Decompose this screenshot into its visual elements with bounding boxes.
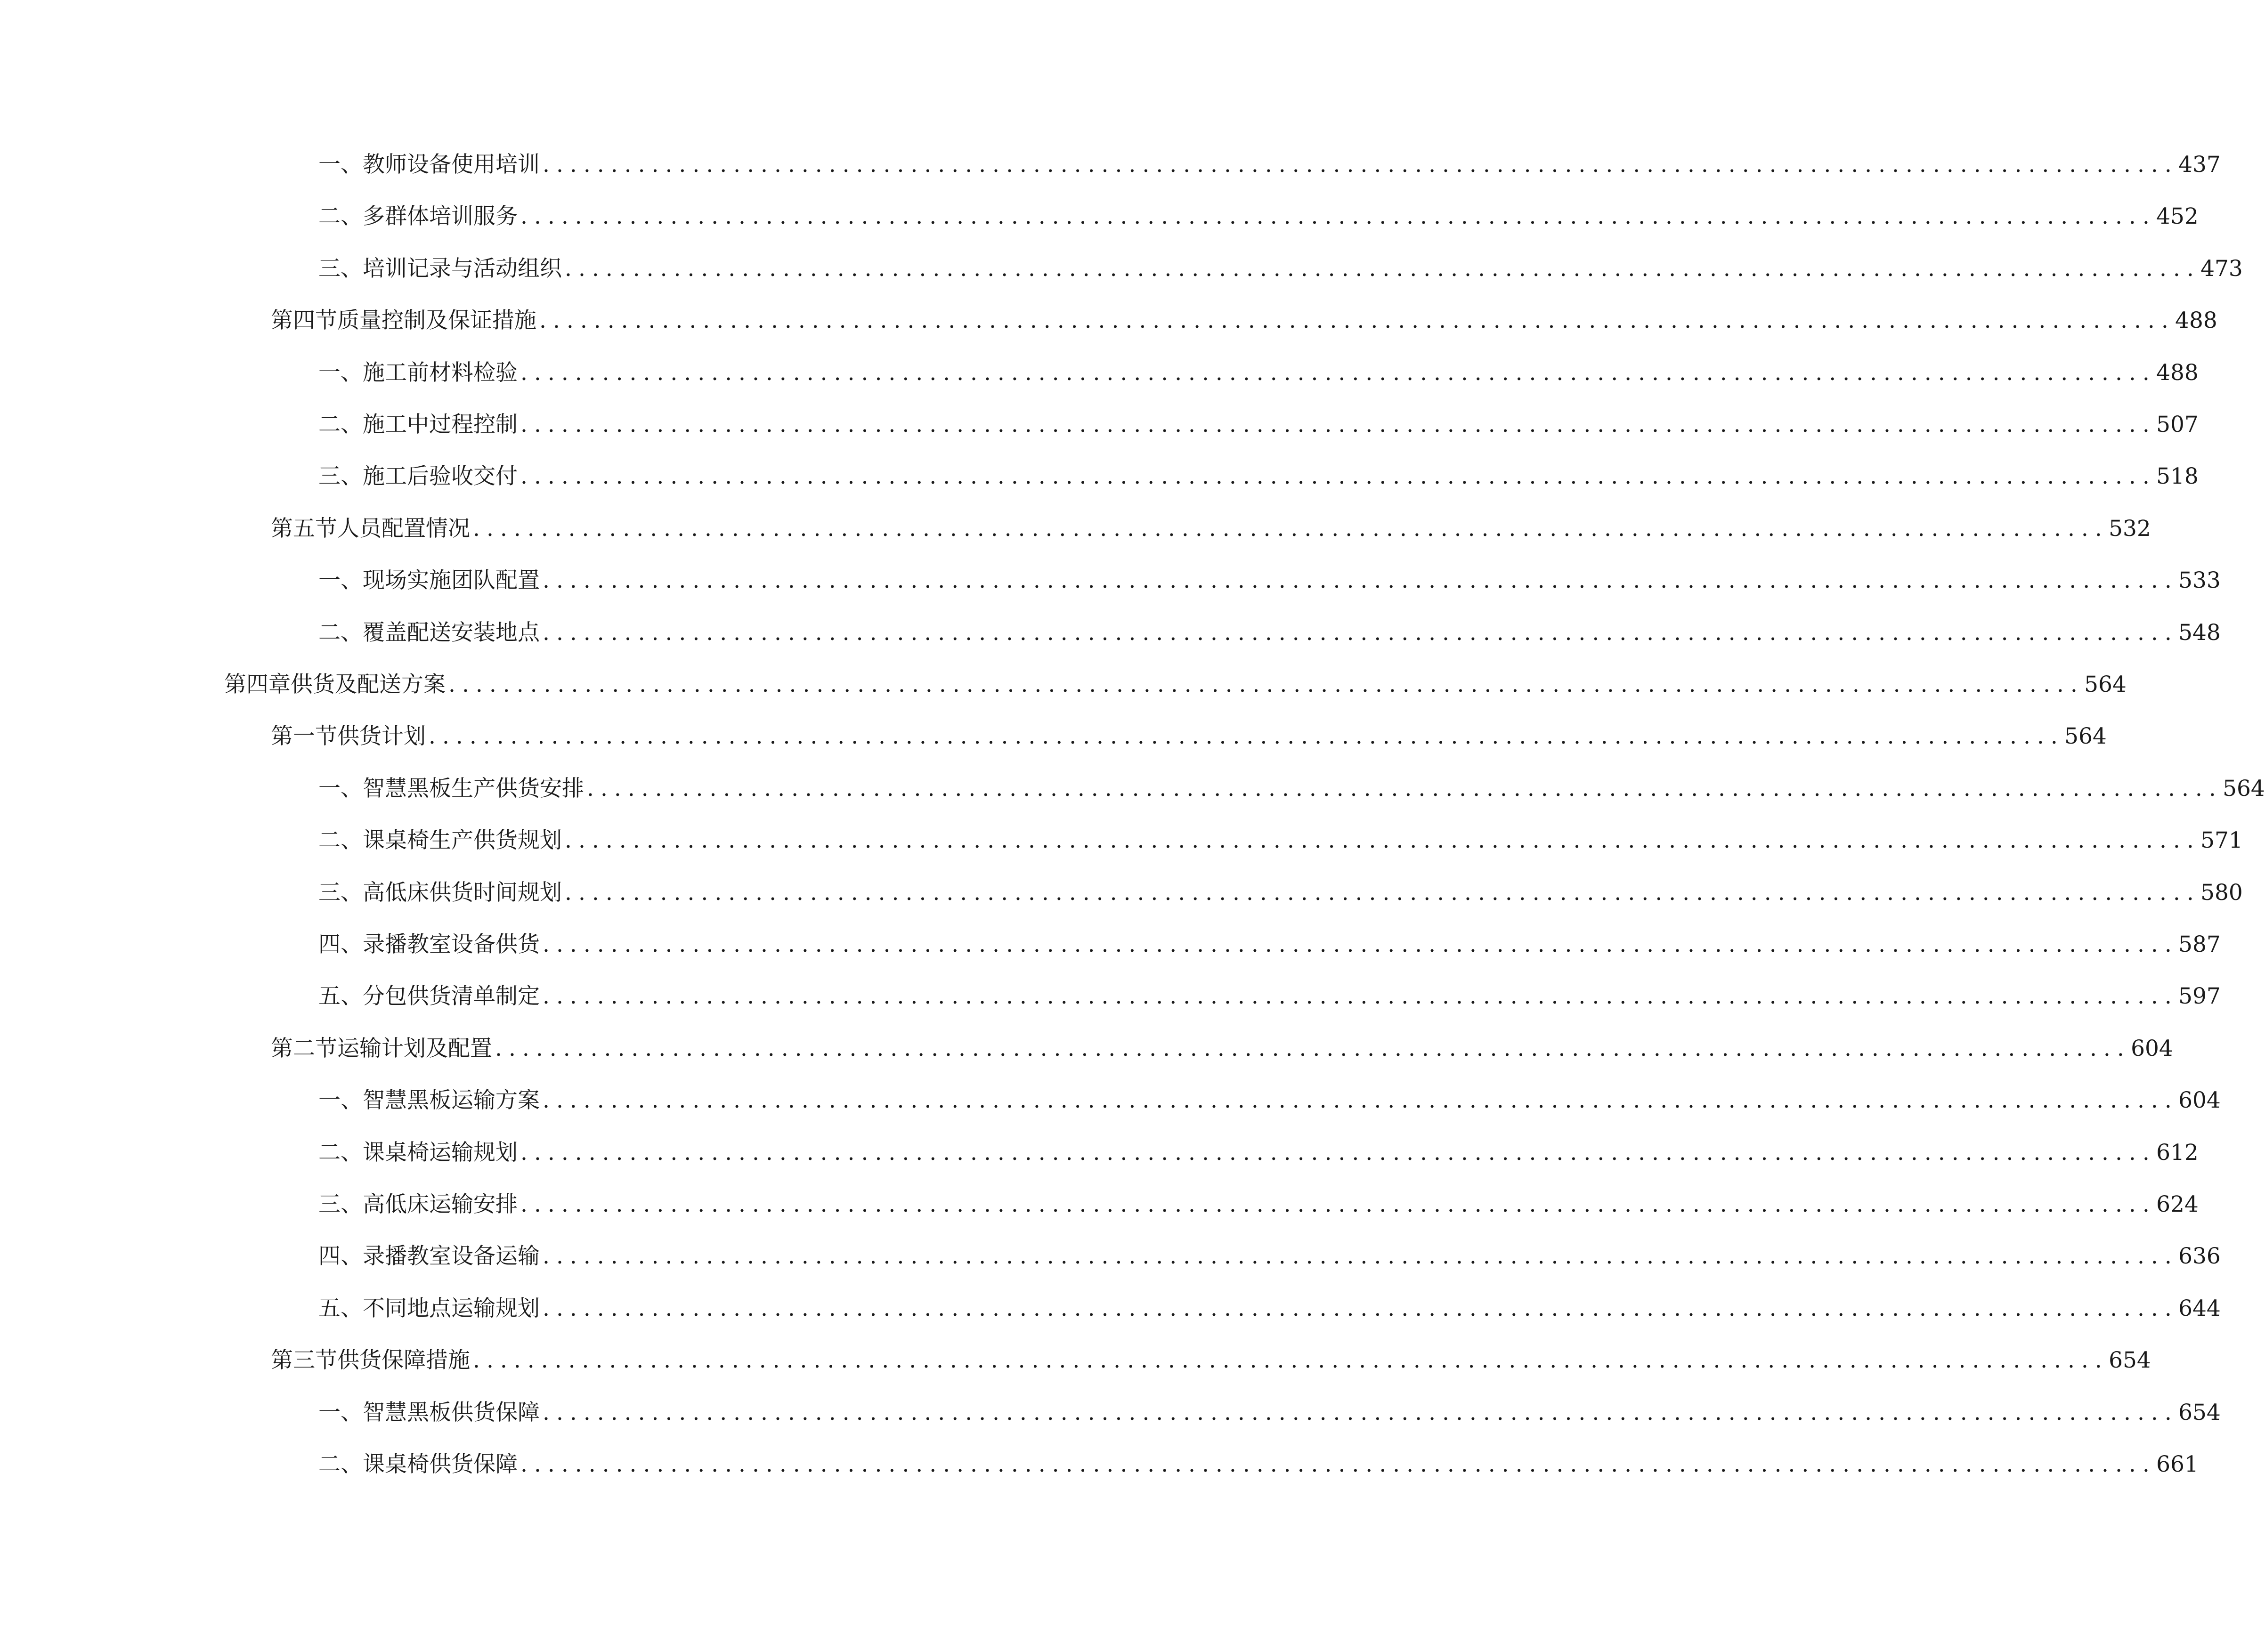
toc-entry-item[interactable]: [318, 198, 2199, 235]
toc-entry-section[interactable]: [271, 1342, 2151, 1379]
toc-entry-title: 多群体培训服务: [363, 203, 518, 230]
toc-entry-section[interactable]: [271, 1030, 2173, 1068]
toc-entry-page-number: 644: [2178, 1295, 2221, 1321]
toc-entry-number: 一、: [318, 775, 363, 802]
toc-entry-page-number: 654: [2178, 1399, 2221, 1425]
toc-entry-title: 智慧黑板运输方案: [363, 1087, 540, 1114]
toc-entry-page-number: 604: [2178, 1087, 2221, 1114]
dot-leader: ........................................................................................................................: [520, 463, 2156, 490]
dot-leader: ........................................................................................................................: [520, 1451, 2156, 1477]
toc-entry-number: 四、: [318, 1243, 363, 1270]
dot-leader: ........................................................................................................................: [543, 152, 2178, 178]
toc-entry-item[interactable]: [318, 1394, 2221, 1432]
toc-entry-item[interactable]: [318, 146, 2221, 184]
toc-entry-number: 二、: [318, 203, 363, 230]
toc-entry-page-number: 564: [2064, 723, 2107, 750]
dot-leader: ........................................................................................................................: [520, 203, 2156, 230]
toc-entry-page-number: 532: [2109, 515, 2151, 542]
dot-leader: ........................................................................................................................: [543, 983, 2178, 1010]
toc-entry-number: 一、: [318, 359, 363, 386]
toc-entry-title: 课桌椅生产供货规划: [363, 827, 562, 854]
dot-leader: ........................................................................................................................: [543, 931, 2178, 957]
toc-entry-page-number: 488: [2156, 359, 2199, 386]
dot-leader: ........................................................................................................................: [543, 619, 2178, 646]
toc-entry-title: 施工前材料检验: [363, 359, 518, 386]
toc-entry-page-number: 518: [2156, 463, 2199, 490]
toc-entry-item[interactable]: [318, 1134, 2199, 1172]
toc-entry-page-number: 488: [2175, 308, 2217, 334]
dot-leader: ........................................................................................................................: [543, 1399, 2178, 1425]
dot-leader: ........................................................................................................................: [473, 1347, 2109, 1374]
dot-leader: ........................................................................................................................: [543, 567, 2178, 594]
toc-entry-title: 高低床运输安排: [363, 1191, 518, 1217]
toc-entry-page-number: 612: [2156, 1139, 2199, 1166]
toc-entry-page-number: 597: [2178, 983, 2221, 1010]
toc-entry-number: 五、: [318, 983, 363, 1010]
toc-entry-title: 智慧黑板生产供货安排: [363, 775, 584, 802]
toc-entry-page-number: 604: [2131, 1035, 2173, 1061]
dot-leader: ........................................................................................................................: [587, 775, 2223, 802]
toc-entry-number: 二、: [318, 412, 363, 437]
toc-entry-page-number: 661: [2156, 1451, 2199, 1477]
dot-leader: ........................................................................................................................: [429, 723, 2064, 750]
toc-entry-title: 供货及配送方案: [291, 672, 446, 697]
toc-entry-number: 四、: [318, 931, 363, 957]
dot-leader: ........................................................................................................................: [520, 359, 2156, 386]
toc-entry-number: 第一节: [271, 723, 337, 750]
toc-entry-number: 第五节: [271, 515, 337, 542]
toc-entry-title: 运输计划及配置: [337, 1035, 492, 1061]
toc-entry-item[interactable]: [318, 614, 2221, 652]
toc-entry-title: 现场实施团队配置: [363, 567, 540, 594]
toc-entry-number: 第四章: [224, 672, 291, 697]
toc-entry-number: 一、: [318, 152, 363, 178]
toc-entry-number: 一、: [318, 1399, 363, 1425]
dot-leader: ........................................................................................................................: [565, 255, 2200, 282]
toc-entry-title: 教师设备使用培训: [363, 152, 540, 178]
dot-leader: ........................................................................................................................: [539, 308, 2175, 334]
toc-entry-number: 二、: [318, 1139, 363, 1166]
dot-leader: ........................................................................................................................: [565, 879, 2200, 906]
toc-entry-item[interactable]: [318, 354, 2199, 392]
toc-entry-title: 施工后验收交付: [363, 463, 518, 490]
dot-leader: ........................................................................................................................: [543, 1243, 2178, 1270]
toc-entry-title: 录播教室设备供货: [363, 931, 540, 957]
toc-entry-item[interactable]: [318, 406, 2199, 444]
toc-entry-title: 覆盖配送安装地点: [363, 619, 540, 646]
toc-entry-title: 课桌椅供货保障: [363, 1451, 518, 1477]
toc-entry-number: 五、: [318, 1295, 363, 1321]
toc-entry-page-number: 533: [2178, 567, 2221, 594]
dot-leader: ........................................................................................................................: [543, 1295, 2178, 1321]
toc-entry-page-number: 473: [2200, 255, 2243, 282]
toc-entry-page-number: 507: [2156, 412, 2199, 437]
toc-entry-number: 二、: [318, 619, 363, 646]
toc-entry-title: 人员配置情况: [337, 515, 470, 542]
toc-entry-number: 第四节: [271, 308, 337, 334]
toc-entry-number: 三、: [318, 463, 363, 490]
toc-entry-number: 一、: [318, 1087, 363, 1114]
toc-entry-chapter[interactable]: [224, 666, 2127, 704]
toc-entry-number: 第二节: [271, 1035, 337, 1061]
toc-entry-item[interactable]: [318, 1082, 2221, 1119]
toc-entry-title: 分包供货清单制定: [363, 983, 540, 1010]
toc-entry-number: 二、: [318, 1451, 363, 1477]
toc-entry-title: 质量控制及保证措施: [337, 308, 536, 334]
toc-entry-title: 高低床供货时间规划: [363, 879, 562, 906]
toc-entry-page-number: 564: [2084, 672, 2127, 697]
toc-entry-title: 供货计划: [337, 723, 426, 750]
toc-entry-item[interactable]: [318, 458, 2199, 495]
dot-leader: ........................................................................................................................: [448, 672, 2084, 697]
toc-entry-title: 不同地点运输规划: [363, 1295, 540, 1321]
toc-entry-item[interactable]: [318, 562, 2221, 599]
dot-leader: ........................................................................................................................: [520, 1191, 2156, 1217]
toc-entry-title: 供货保障措施: [337, 1347, 470, 1374]
toc-entry-page-number: 452: [2156, 203, 2199, 230]
toc-entry-page-number: 636: [2178, 1243, 2221, 1270]
toc-entry-title: 录播教室设备运输: [363, 1243, 540, 1270]
toc-entry-item[interactable]: [318, 250, 2243, 288]
toc-entry-item[interactable]: [318, 1290, 2221, 1328]
toc-entry-item[interactable]: [318, 770, 2265, 808]
toc-entry-item[interactable]: [318, 1186, 2199, 1223]
toc-entry-page-number: 580: [2200, 879, 2243, 906]
toc-entry-number: 第三节: [271, 1347, 337, 1374]
toc-entry-number: 三、: [318, 879, 363, 906]
toc-entry-item[interactable]: [318, 1238, 2221, 1275]
toc-entry-section[interactable]: [271, 510, 2151, 548]
toc-entry-page-number: 437: [2178, 152, 2221, 178]
dot-leader: ........................................................................................................................: [543, 1087, 2178, 1114]
toc-entry-section[interactable]: [271, 718, 2107, 755]
toc-entry-title: 课桌椅运输规划: [363, 1139, 518, 1166]
dot-leader: ........................................................................................................................: [520, 1139, 2156, 1166]
toc-entry-page-number: 624: [2156, 1191, 2199, 1217]
toc-entry-page-number: 654: [2109, 1347, 2151, 1374]
toc-entry-title: 施工中过程控制: [363, 412, 518, 437]
toc-entry-title: 智慧黑板供货保障: [363, 1399, 540, 1425]
dot-leader: ........................................................................................................................: [473, 515, 2109, 542]
toc-entry-number: 三、: [318, 1191, 363, 1217]
toc-entry-item[interactable]: [318, 822, 2243, 859]
toc-entry-item[interactable]: [318, 978, 2221, 1015]
toc-entry-page-number: 564: [2223, 775, 2265, 802]
toc-entry-number: 三、: [318, 255, 363, 282]
toc-entry-item[interactable]: [318, 926, 2221, 964]
toc-entry-page-number: 548: [2178, 619, 2221, 646]
toc-entry-section[interactable]: [271, 302, 2217, 340]
dot-leader: ........................................................................................................................: [565, 827, 2200, 854]
toc-entry-title: 培训记录与活动组织: [363, 255, 562, 282]
dot-leader: ........................................................................................................................: [520, 412, 2156, 437]
toc-entry-number: 一、: [318, 567, 363, 594]
toc-entry-page-number: 587: [2178, 931, 2221, 957]
toc-entry-number: 二、: [318, 827, 363, 854]
toc-entry-page-number: 571: [2200, 827, 2243, 854]
toc-entry-item[interactable]: [318, 1446, 2199, 1483]
toc-entry-item[interactable]: [318, 874, 2243, 912]
dot-leader: ........................................................................................................................: [495, 1035, 2131, 1061]
